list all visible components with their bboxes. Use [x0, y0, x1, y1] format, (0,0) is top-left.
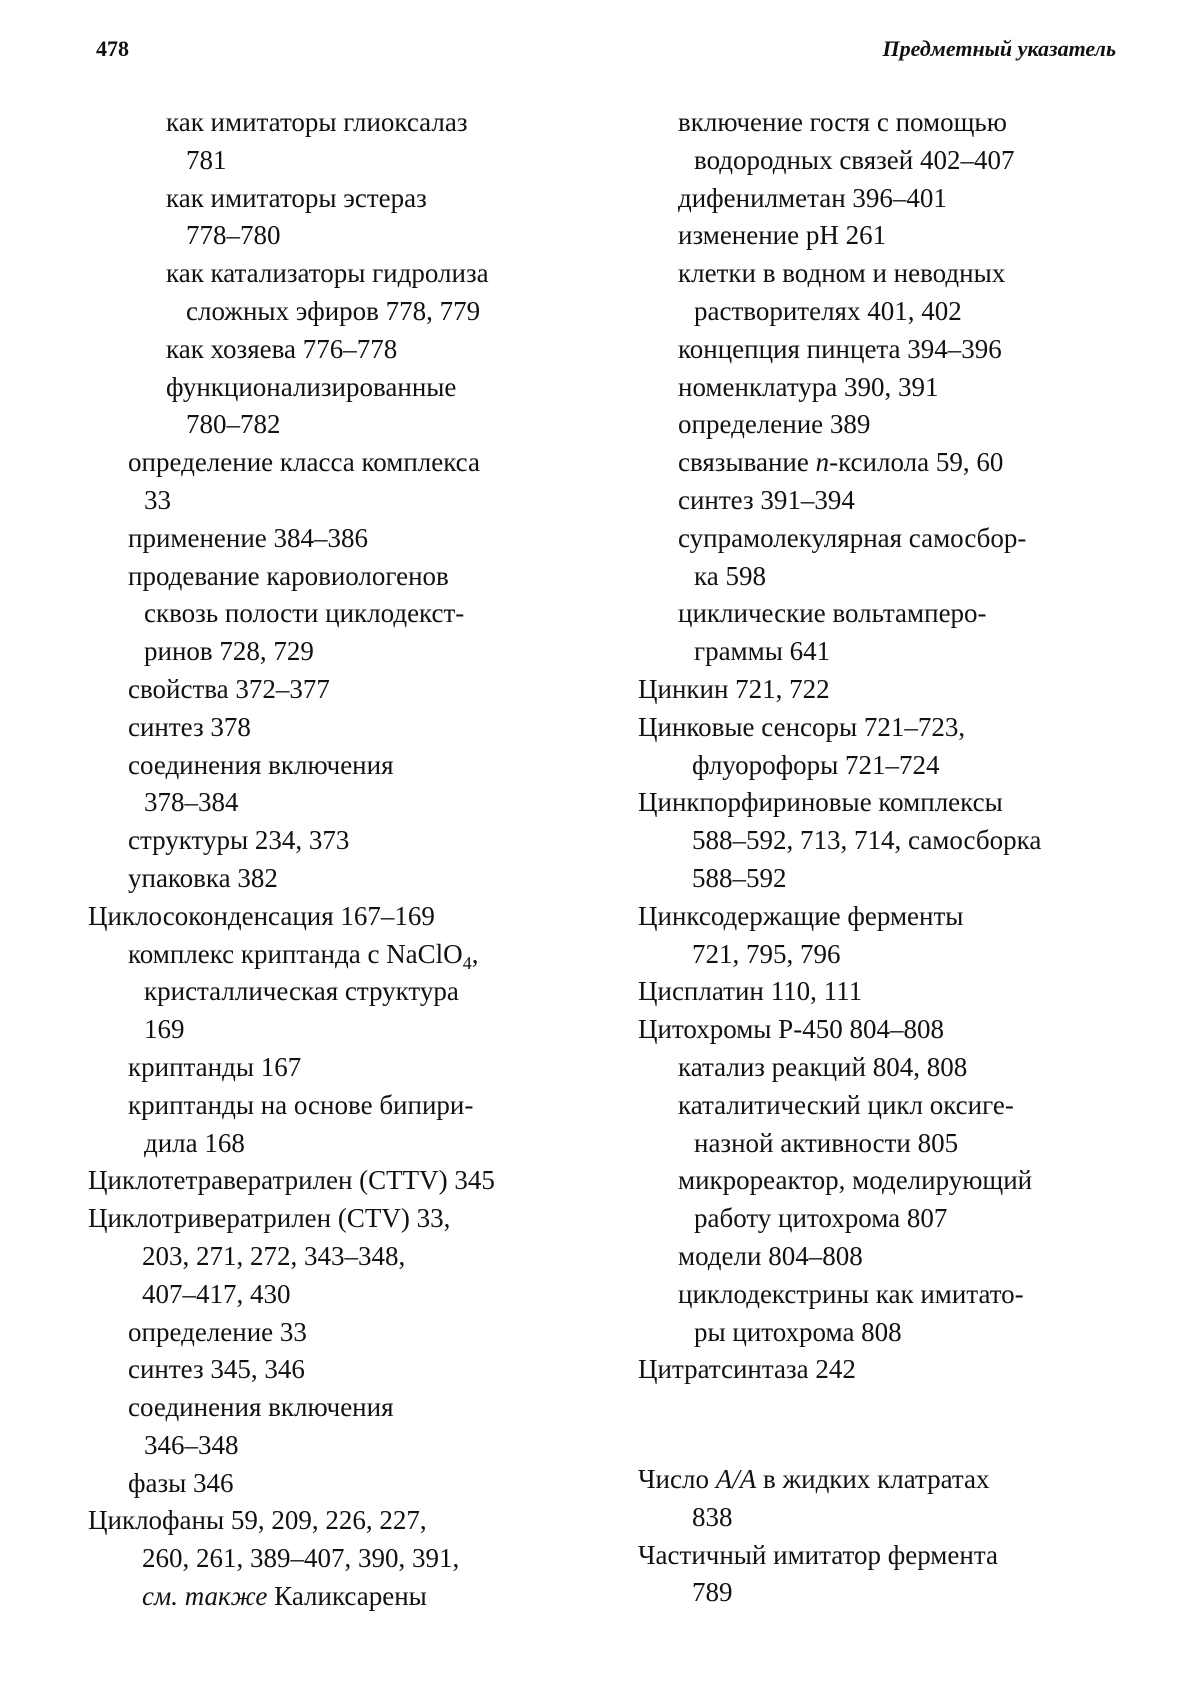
entry-italic: п — [815, 447, 830, 478]
entry-text: Каликсарены — [267, 1581, 427, 1612]
entry-continuation: сквозь полости циклодекст- — [144, 598, 465, 629]
index-entry — [638, 520, 1118, 596]
index-entry — [88, 1200, 588, 1313]
entry-text: синтез 378 — [128, 711, 251, 742]
entry-text: определение 389 — [678, 409, 871, 440]
index-entry — [638, 1011, 1118, 1049]
entry-continuation: 721, 795, 796 — [692, 938, 841, 969]
index-entry — [638, 104, 1118, 180]
entry-text: структуры 234, 373 — [128, 825, 350, 856]
entry-text: модели 804–808 — [678, 1240, 863, 1271]
index-entry — [88, 1314, 588, 1352]
entry-text: функционализированные — [166, 371, 457, 402]
index-entry — [638, 898, 1118, 974]
index-entry — [88, 671, 588, 709]
index-entry — [638, 1162, 1118, 1238]
entry-text: каталитический цикл оксиге- — [678, 1089, 1014, 1120]
index-column-right — [638, 104, 1118, 1612]
index-entry — [88, 936, 588, 1049]
index-entry — [638, 1461, 1118, 1537]
index-entry — [638, 180, 1118, 218]
entry-continuation: сложных эфиров 778, 779 — [186, 295, 481, 326]
entry-gap — [638, 1389, 1118, 1461]
entry-text: продевание каровиологенов — [128, 560, 449, 591]
entry-text: Цитохромы Р-450 804–808 — [638, 1014, 944, 1045]
entry-continuation: 33 — [144, 484, 171, 515]
index-entry — [88, 369, 588, 445]
entry-text: , — [471, 938, 479, 969]
entry-continuation: растворителях 401, 402 — [694, 295, 962, 326]
entry-text: супрамолекулярная самосбор- — [678, 522, 1027, 553]
index-entry — [638, 1049, 1118, 1087]
index-entry — [88, 1162, 588, 1200]
entry-text: определение класса комплекса — [128, 447, 480, 478]
entry-text: микрореактор, моделирующий — [678, 1165, 1033, 1196]
entry-text: синтез 391–394 — [678, 484, 855, 515]
entry-text: комплекс криптанда с NaClO — [128, 938, 463, 969]
entry-continuation: 781 — [186, 144, 227, 175]
entry-text: -ксилола 59, 60 — [829, 447, 1004, 478]
index-entry — [88, 1087, 588, 1163]
index-entry — [88, 822, 588, 860]
entry-continuation: водородных связей 402–407 — [694, 144, 1015, 175]
entry-text: Циклосоконденсация 167–169 — [88, 900, 435, 931]
entry-text: Цинксодержащие ферменты — [638, 900, 964, 931]
entry-text: в жидких клатратах — [756, 1464, 990, 1495]
entry-text: концепция пинцета 394–396 — [678, 333, 1002, 364]
entry-text: катализ реакций 804, 808 — [678, 1051, 968, 1082]
index-entry — [88, 1465, 588, 1503]
entry-text: применение 384–386 — [128, 522, 369, 553]
entry-continuation: граммы 641 — [694, 636, 831, 667]
index-entry — [88, 1351, 588, 1389]
entry-continuation: ры цитохрома 808 — [694, 1316, 902, 1347]
entry-text: изменение pH 261 — [678, 220, 887, 251]
entry-continuation: 789 — [692, 1577, 733, 1608]
index-entry — [88, 444, 588, 520]
index-entry — [638, 1351, 1118, 1389]
entry-text: клетки в водном и неводных — [678, 258, 1006, 289]
entry-italic: А/А — [715, 1464, 757, 1495]
entry-text: соединения включения — [128, 749, 394, 780]
entry-text: связывание — [678, 447, 816, 478]
entry-text: фазы 346 — [128, 1467, 234, 1498]
entry-continuation: 203, 271, 272, 343–348, — [142, 1240, 406, 1271]
entry-text: упаковка 382 — [128, 862, 278, 893]
entry-text: Циклотетравератрилен (CTTV) 345 — [88, 1165, 495, 1196]
index-entry — [638, 1087, 1118, 1163]
index-entry — [88, 709, 588, 747]
entry-text: Цинкин 721, 722 — [638, 673, 830, 704]
index-entry — [88, 1049, 588, 1087]
entry-text: как имитаторы глиоксалаз — [166, 107, 468, 137]
index-entry — [88, 1502, 588, 1615]
index-entry — [638, 217, 1118, 255]
index-entry — [638, 331, 1118, 369]
entry-continuation: 407–417, 430 — [142, 1278, 291, 1309]
index-entry — [638, 482, 1118, 520]
index-entry — [88, 860, 588, 898]
entry-text: дифенилметан 396–401 — [678, 182, 947, 213]
entry-text: соединения включения — [128, 1392, 394, 1423]
entry-text: криптанды 167 — [128, 1051, 302, 1082]
entry-text: как хозяева 776–778 — [166, 333, 398, 364]
index-column-left — [88, 104, 588, 1616]
entry-italic: см. также — [142, 1581, 268, 1612]
entry-continuation: ка 598 — [694, 560, 766, 591]
index-entry — [638, 406, 1118, 444]
entry-continuation: дила 168 — [144, 1127, 245, 1158]
entry-continuation: 346–348 — [144, 1429, 239, 1460]
page-header — [96, 36, 1116, 76]
entry-text: синтез 345, 346 — [128, 1354, 305, 1385]
index-entry — [638, 671, 1118, 709]
index-entry — [638, 1537, 1118, 1613]
entry-text: Число — [638, 1464, 716, 1495]
index-entry — [88, 180, 588, 256]
entry-text: Цитратсинтаза 242 — [638, 1354, 856, 1385]
entry-continuation: 588–592, 713, 714, самосборка — [692, 825, 1042, 856]
index-entry — [638, 1276, 1118, 1352]
index-entry — [88, 255, 588, 331]
index-entry — [638, 1238, 1118, 1276]
entry-text: как катализаторы гидролиза — [166, 258, 489, 289]
index-entry — [638, 595, 1118, 671]
entry-continuation — [88, 1578, 588, 1616]
index-entry — [638, 369, 1118, 407]
entry-continuation: флуорофоры 721–724 — [692, 749, 940, 780]
index-entry — [638, 784, 1118, 897]
index-entry — [638, 709, 1118, 785]
running-title: Предметный указатель — [882, 36, 1116, 61]
entry-text: Частичный имитатор фермента — [638, 1539, 998, 1570]
index-entry — [88, 558, 588, 671]
index-entry — [88, 1389, 588, 1465]
entry-text: определение 33 — [128, 1316, 307, 1347]
index-entry — [638, 255, 1118, 331]
entry-continuation: назной активности 805 — [694, 1127, 959, 1158]
entry-text: циклодекстрины как имитато- — [678, 1278, 1024, 1309]
entry-continuation: ринов 728, 729 — [144, 636, 314, 667]
entry-text: Циклофаны 59, 209, 226, 227, — [88, 1505, 427, 1536]
entry-continuation: 780–782 — [186, 409, 281, 440]
entry-continuation: 378–384 — [144, 787, 239, 818]
entry-text: Цинковые сенсоры 721–723, — [638, 711, 966, 742]
entry-continuation: работу цитохрома 807 — [694, 1203, 948, 1234]
entry-continuation: 778–780 — [186, 220, 281, 251]
entry-continuation: 838 — [692, 1501, 733, 1532]
index-entry — [88, 898, 588, 936]
entry-text: Циклотривератрилен (CTV) 33, — [88, 1203, 451, 1234]
entry-text: Цисплатин 110, 111 — [638, 976, 863, 1007]
entry-text: свойства 372–377 — [128, 673, 330, 704]
entry-text: включение гостя с помощью — [678, 107, 1007, 137]
index-entry — [88, 331, 588, 369]
entry-continuation: 169 — [144, 1014, 185, 1045]
entry-text: номенклатура 390, 391 — [678, 371, 939, 402]
index-entry — [88, 520, 588, 558]
index-entry — [638, 973, 1118, 1011]
index-entry — [638, 444, 1118, 482]
entry-subscript: 4 — [462, 952, 472, 973]
entry-text: как имитаторы эстераз — [166, 182, 427, 213]
entry-continuation: кристаллическая структура — [144, 976, 459, 1007]
entry-text: криптанды на основе бипири- — [128, 1089, 474, 1120]
entry-continuation: 260, 261, 389–407, 390, 391, — [142, 1543, 460, 1574]
page-number: 478 — [96, 36, 129, 61]
entry-continuation: 588–592 — [692, 862, 787, 893]
index-entry — [88, 747, 588, 823]
entry-text: циклические вольтамперо- — [678, 598, 987, 629]
entry-text: Цинкпорфириновые комплексы — [638, 787, 1003, 818]
index-entry — [88, 104, 588, 180]
